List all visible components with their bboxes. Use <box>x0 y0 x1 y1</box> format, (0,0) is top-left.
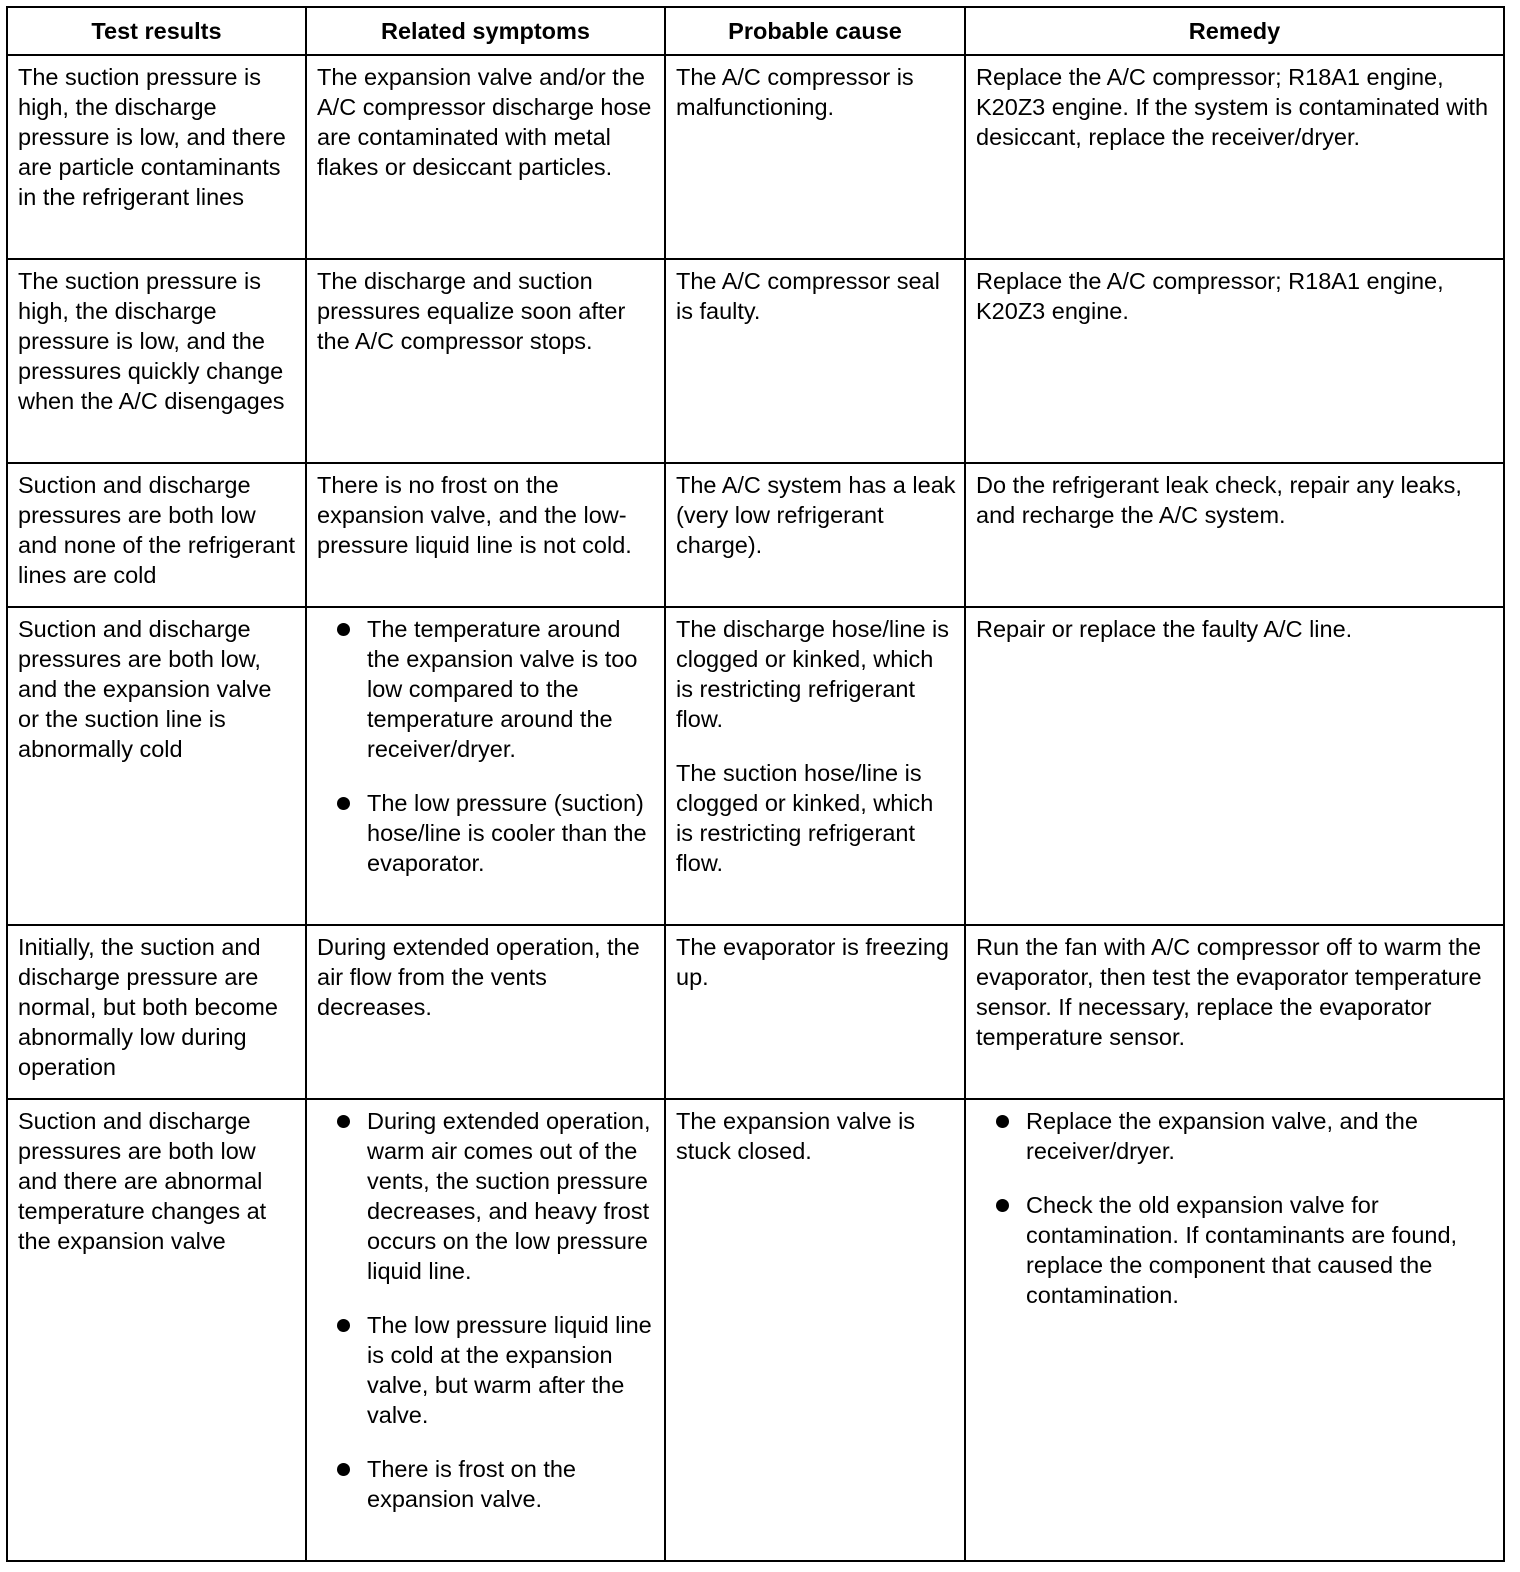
symptom-text: The discharge and suction pressures equalize soon after the A/C compressor stops. <box>317 268 626 354</box>
remedy-text: Replace the expansion valve, and the receiver/dryer. <box>1026 1108 1418 1164</box>
cause-cell <box>665 607 965 925</box>
cause-text: The A/C system has a leak (very low refrigerant charge). <box>676 472 956 558</box>
table-row <box>7 607 1504 925</box>
bullet-icon <box>996 1115 1009 1128</box>
symptom-text: During extended operation, the air flow from the vents decreases. <box>317 934 640 1020</box>
cause-cell <box>665 55 965 259</box>
symptom-text: The temperature around the expansion valve is too low compared to the temperature around the receiver/dryer. <box>367 616 638 762</box>
cause-text: The A/C compressor seal is faulty. <box>676 268 940 324</box>
symptoms-cell <box>306 1099 665 1561</box>
table-row <box>7 259 1504 463</box>
bullet-icon <box>337 797 350 810</box>
diagnosis-table <box>6 6 1505 1562</box>
cause-text: The expansion valve is stuck closed. <box>676 1108 916 1164</box>
remedy-cell <box>965 259 1504 463</box>
symptom-text: The low pressure liquid line is cold at the expansion valve, but warm after the valve. <box>367 1312 652 1428</box>
list-item <box>976 1190 1495 1310</box>
remedy-text: Do the refrigerant leak check, repair any leaks, and recharge the A/C system. <box>976 472 1462 528</box>
cause-cell <box>665 259 965 463</box>
symptom-text: There is no frost on the expansion valve, and the low-pressure liquid line is not cold. <box>317 472 632 558</box>
test-result-cell: Suction and discharge pressures are both low and none of the refrigerant lines are cold <box>7 463 306 607</box>
symptom-text: The expansion valve and/or the A/C compressor discharge hose are contaminated with metal flakes or desiccant particles. <box>317 64 652 180</box>
remedy-cell <box>965 1099 1504 1561</box>
test-result-cell: The suction pressure is high, the discharge pressure is low, and the pressures quickly change when the A/C disengages <box>7 259 306 463</box>
symptoms-cell <box>306 607 665 925</box>
cause-cell <box>665 925 965 1099</box>
header-related-symptoms: Related symptoms <box>306 7 665 55</box>
cause-text: The suction hose/line is clogged or kinked, which is restricting refrigerant flow. <box>676 760 934 876</box>
remedy-text: Run the fan with A/C compressor off to warm the evaporator, then test the evaporator temperature sensor. If necessary, replace the evaporator temperature sensor. <box>976 934 1482 1050</box>
symptoms-cell <box>306 259 665 463</box>
symptoms-cell <box>306 925 665 1099</box>
header-row <box>7 7 1504 55</box>
table-row <box>7 55 1504 259</box>
remedy-cell <box>965 925 1504 1099</box>
symptom-list <box>317 614 656 878</box>
header-test-results: Test results <box>7 7 306 55</box>
cause-cell <box>665 463 965 607</box>
symptom-list <box>317 1106 656 1514</box>
remedy-cell <box>965 55 1504 259</box>
cause-cell <box>665 1099 965 1561</box>
bullet-icon <box>337 623 350 636</box>
test-result-cell: Initially, the suction and discharge pressure are normal, but both become abnormally low during operation <box>7 925 306 1099</box>
table-row <box>7 463 1504 607</box>
list-item <box>317 1310 656 1430</box>
remedy-text: Check the old expansion valve for contamination. If contaminants are found, replace the component that caused the contamination. <box>1026 1192 1458 1308</box>
remedy-cell <box>965 463 1504 607</box>
list-item <box>317 614 656 764</box>
remedy-text: Repair or replace the faulty A/C line. <box>976 616 1353 642</box>
list-item <box>317 788 656 878</box>
remedy-text: Replace the A/C compressor; R18A1 engine, K20Z3 engine. <box>976 268 1444 324</box>
cause-text: The A/C compressor is malfunctioning. <box>676 64 914 120</box>
bullet-icon <box>996 1199 1009 1212</box>
cause-text: The discharge hose/line is clogged or kinked, which is restricting refrigerant flow. <box>676 616 950 732</box>
test-result-cell: Suction and discharge pressures are both low, and the expansion valve or the suction line is abnormally cold <box>7 607 306 925</box>
list-item <box>317 1454 656 1514</box>
cause-text: The evaporator is freezing up. <box>676 934 950 990</box>
test-result-cell: The suction pressure is high, the discharge pressure is low, and there are particle contaminants in the refrigerant lines <box>7 55 306 259</box>
remedy-list <box>976 1106 1495 1310</box>
symptom-text: The low pressure (suction) hose/line is cooler than the evaporator. <box>367 790 647 876</box>
remedy-cell <box>965 607 1504 925</box>
list-item <box>976 1106 1495 1166</box>
header-remedy: Remedy <box>965 7 1504 55</box>
table-row <box>7 1099 1504 1561</box>
symptoms-cell <box>306 55 665 259</box>
list-item <box>317 1106 656 1286</box>
symptoms-cell <box>306 463 665 607</box>
symptom-text: During extended operation, warm air comes out of the vents, the suction pressure decreases, and heavy frost occurs on the low pressure liquid line. <box>367 1108 651 1284</box>
remedy-text: Replace the A/C compressor; R18A1 engine, K20Z3 engine. If the system is contaminated with desiccant, replace the receiver/dryer. <box>976 64 1489 150</box>
symptom-text: There is frost on the expansion valve. <box>367 1456 576 1512</box>
bullet-icon <box>337 1319 350 1332</box>
test-result-cell: Suction and discharge pressures are both low and there are abnormal temperature changes at the expansion valve <box>7 1099 306 1561</box>
bullet-icon <box>337 1115 350 1128</box>
bullet-icon <box>337 1463 350 1476</box>
header-probable-cause: Probable cause <box>665 7 965 55</box>
table-row <box>7 925 1504 1099</box>
